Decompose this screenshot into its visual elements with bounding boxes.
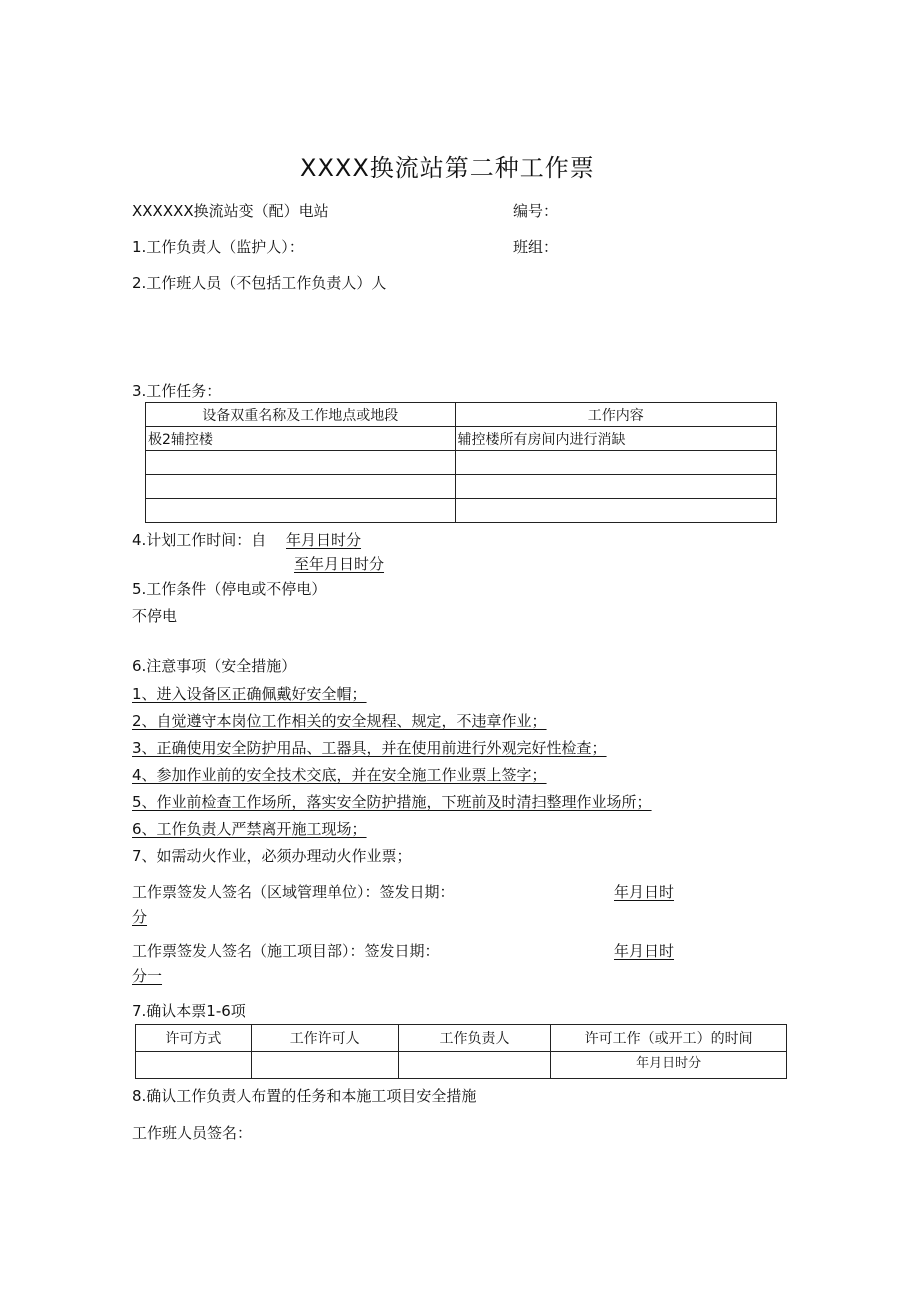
permit-table (135, 1024, 787, 1079)
table-header-row (146, 403, 777, 427)
table-cell: 极2辅控楼 (146, 427, 456, 451)
table-cell (455, 475, 777, 499)
table-cell (146, 499, 456, 523)
issuer-sign-2-tail: 分一 (132, 967, 163, 985)
station-name: XXXXXX换流站变（配）电站 (132, 202, 329, 220)
table-cell (136, 1052, 252, 1079)
leader-label: 1.工作负责人（监护人）： (132, 238, 304, 256)
table-header: 工作负责人 (398, 1025, 551, 1052)
table-row (136, 1052, 787, 1079)
table-row (146, 451, 777, 475)
plan-time-from: 年月日时分 (286, 531, 362, 549)
table-cell (455, 451, 777, 475)
safety-item: 5、作业前检查工作场所，落实安全防护措施，下班前及时清扫整理作业场所； (132, 793, 652, 811)
section-7-label: 7.确认本票1-6项 (132, 1002, 246, 1020)
table-header: 工作许可人 (251, 1025, 398, 1052)
table-cell (455, 499, 777, 523)
plan-time-to: 至年月日时分 (294, 555, 385, 573)
safety-item: 4、参加作业前的安全技术交底，并在安全施工作业票上签字； (132, 766, 547, 784)
table-cell (398, 1052, 551, 1079)
table-cell (146, 475, 456, 499)
table-cell (146, 451, 456, 475)
safety-item: 6、工作负责人严禁离开施工现场； (132, 820, 367, 838)
table-cell: 年月日时分 (551, 1052, 787, 1079)
section-6-label: 6.注意事项（安全措施） (132, 657, 297, 675)
table-header: 工作内容 (455, 403, 777, 427)
issuer-sign-1-date: 年月日时 (614, 883, 675, 901)
safety-item: 7、如需动火作业，必须办理动火作业票； (132, 847, 412, 865)
issuer-sign-1-tail: 分 (132, 908, 148, 926)
safety-item: 3、正确使用安全防护用品、工器具，并在使用前进行外观完好性检查； (132, 739, 607, 757)
task-table (145, 402, 777, 523)
section-8-label: 8.确认工作负责人布置的任务和本施工项目安全措施 (132, 1087, 477, 1105)
table-cell: 辅控楼所有房间内进行消缺 (455, 427, 777, 451)
table-header: 许可方式 (136, 1025, 252, 1052)
table-row (146, 427, 777, 451)
issuer-sign-1-label: 工作票签发人签名（区域管理单位）：签发日期： (132, 883, 455, 901)
table-row (146, 499, 777, 523)
section-2-label: 2.工作班人员（不包括工作负责人）人 (132, 274, 387, 292)
number-label: 编号： (513, 202, 559, 220)
table-header: 设备双重名称及工作地点或地段 (146, 403, 456, 427)
section-3-label: 3.工作任务： (132, 382, 222, 400)
issuer-sign-2-date: 年月日时 (614, 942, 675, 960)
section-4-label: 4.计划工作时间：自 (132, 531, 267, 549)
table-cell (251, 1052, 398, 1079)
page-title: XXXX换流站第二种工作票 (300, 154, 595, 182)
team-label: 班组： (513, 238, 559, 256)
issuer-sign-2-label: 工作票签发人签名（施工项目部）：签发日期： (132, 942, 440, 960)
safety-item: 2、自觉遵守本岗位工作相关的安全规程、规定，不违章作业； (132, 712, 547, 730)
table-header: 许可工作（或开工）的时间 (551, 1025, 787, 1052)
table-header-row (136, 1025, 787, 1052)
safety-item: 1、进入设备区正确佩戴好安全帽； (132, 685, 367, 703)
section-5-label: 5.工作条件（停电或不停电） (132, 580, 327, 598)
table-row (146, 475, 777, 499)
team-sign-label: 工作班人员签名： (132, 1124, 253, 1142)
section-5-value: 不停电 (132, 607, 178, 625)
